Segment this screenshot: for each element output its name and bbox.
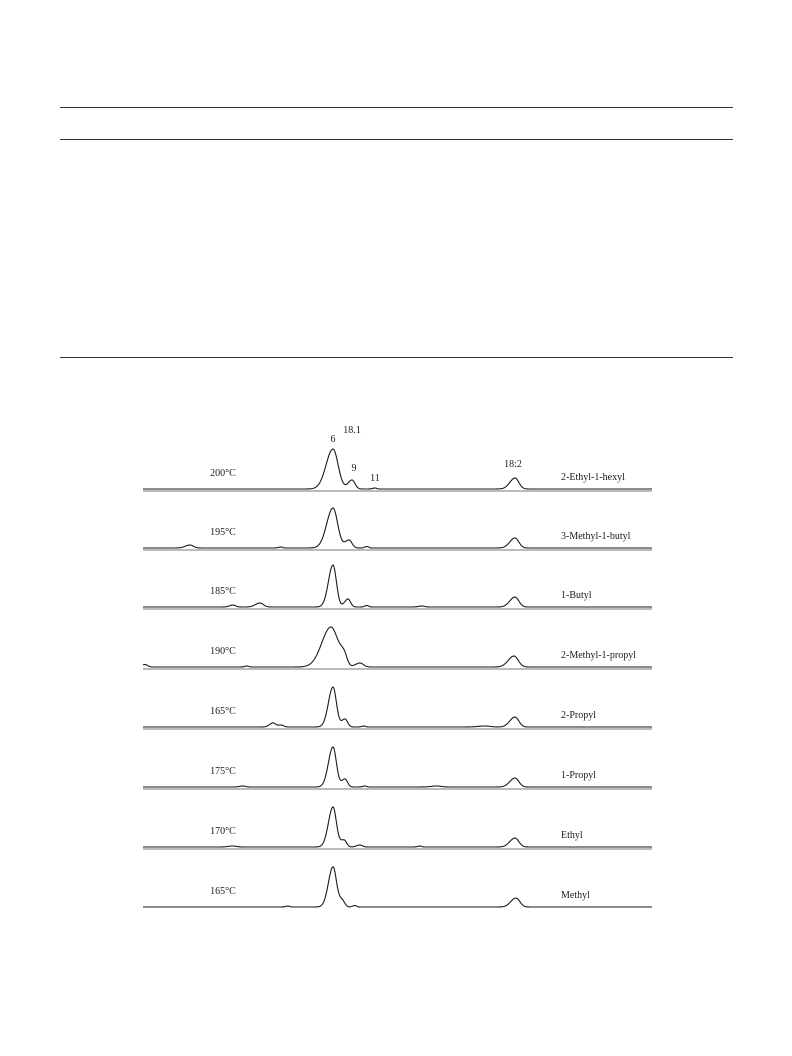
peak-label-11: 11 — [370, 473, 380, 484]
temperature-label: 175°C — [210, 766, 236, 777]
temperature-label: 165°C — [210, 706, 236, 717]
trace-1-propyl — [143, 747, 652, 789]
series-label: Ethyl — [561, 830, 583, 841]
series-label: 2-Propyl — [561, 710, 596, 721]
trace-2-propyl — [143, 687, 652, 729]
trace-methyl — [143, 867, 652, 907]
trace-1-butyl — [143, 565, 652, 609]
peak-label-18-2: 18:2 — [504, 459, 522, 470]
trace-3-methyl-1-butyl — [143, 508, 652, 550]
peak-label-18-1: 18.1 — [343, 425, 361, 436]
trace-2-ethyl-1-hexyl — [143, 449, 652, 491]
temperature-label: 185°C — [210, 586, 236, 597]
peak-label-6: 6 — [330, 434, 336, 445]
trace-ethyl — [143, 807, 652, 849]
peak-labels — [331, 425, 522, 484]
series-label: 1-Propyl — [561, 770, 596, 781]
temperature-label: 200°C — [210, 468, 236, 479]
series-label: 2-Ethyl-1-hexyl — [561, 472, 625, 483]
trace-2-methyl-1-propyl — [143, 627, 652, 669]
temperature-label: 170°C — [210, 826, 236, 837]
series-label: 3-Methyl-1-butyl — [561, 531, 631, 542]
temperature-label: 165°C — [210, 886, 236, 897]
series-label: Methyl — [561, 890, 590, 901]
series-label: 1-Butyl — [561, 590, 592, 601]
temperature-label: 195°C — [210, 527, 236, 538]
peak-label-9: 9 — [351, 463, 357, 474]
chromatogram-traces — [143, 449, 652, 907]
series-label: 2-Methyl-1-propyl — [561, 650, 636, 661]
temperature-label: 190°C — [210, 646, 236, 657]
